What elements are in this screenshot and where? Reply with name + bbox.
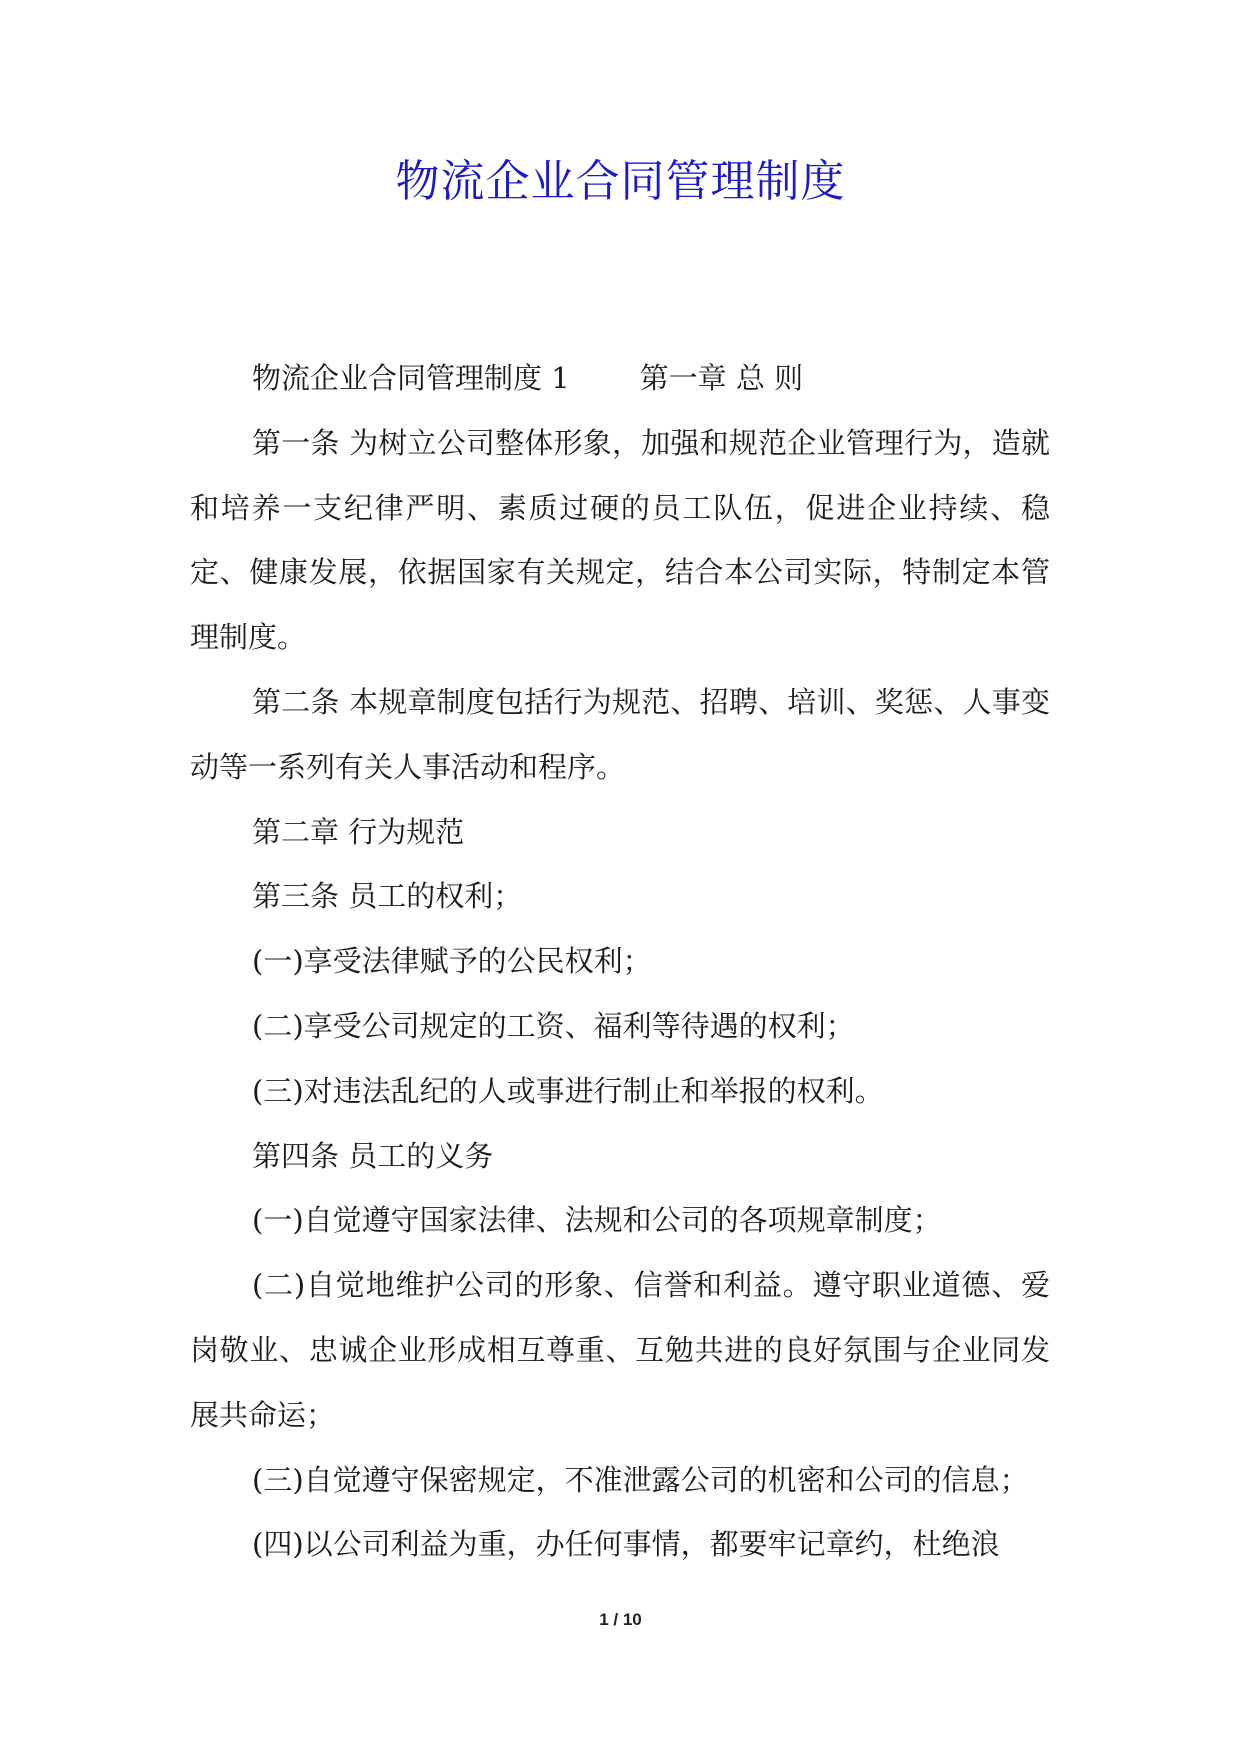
page-number: 1 / 10 bbox=[599, 1610, 642, 1629]
document-title: 物流企业合同管理制度 bbox=[395, 156, 846, 207]
article-2-paragraph: 第二条 本规章制度包括行为规范、招聘、培训、奖惩、人事变动等一系列有关人事活动和程序。 bbox=[190, 684, 1050, 784]
article-3-item-3: (三)对违法乱纪的人或事进行制止和举报的权利。 bbox=[252, 1073, 884, 1108]
article-4-item-4: (四)以公司利益为重，办任何事情，都要牢记章约，杜绝浪 bbox=[252, 1527, 1000, 1562]
heading-left-text: 物流企业合同管理制度 1 bbox=[252, 361, 570, 395]
section-heading bbox=[190, 346, 1050, 411]
article-3-item-2: (二)享受公司规定的工资、福利等待遇的权利； bbox=[252, 1008, 855, 1043]
article-3-heading: 第三条 员工的权利； bbox=[252, 879, 523, 914]
chapter-two-heading: 第二章 行为规范 bbox=[252, 814, 465, 849]
document-body bbox=[190, 346, 1050, 1577]
article-1-paragraph: 第一条 为树立公司整体形象，加强和规范企业管理行为，造就和培养一支纪律严明、素质过硬的员工队伍，促进企业持续、稳定、健康发展，依据国家有关规定，结合本公司实际，特制定本管理制度。 bbox=[190, 425, 1050, 655]
article-4-item-1: (一)自觉遵守国家法律、法规和公司的各项规章制度； bbox=[252, 1203, 942, 1238]
article-4-item-2: (二)自觉地维护公司的形象、信誉和利益。遵守职业道德、爱岗敬业、忠诚企业形成相互尊重、互勉共进的良好氛围与企业同发展共命运； bbox=[190, 1268, 1050, 1432]
article-3-item-1: (一)享受法律赋予的公民权利； bbox=[252, 944, 652, 979]
chapter-one-heading: 第一章 总 则 bbox=[639, 361, 804, 395]
article-4-item-3: (三)自觉遵守保密规定，不准泄露公司的机密和公司的信息； bbox=[252, 1462, 1029, 1497]
article-4-heading: 第四条 员工的义务 bbox=[252, 1138, 494, 1173]
